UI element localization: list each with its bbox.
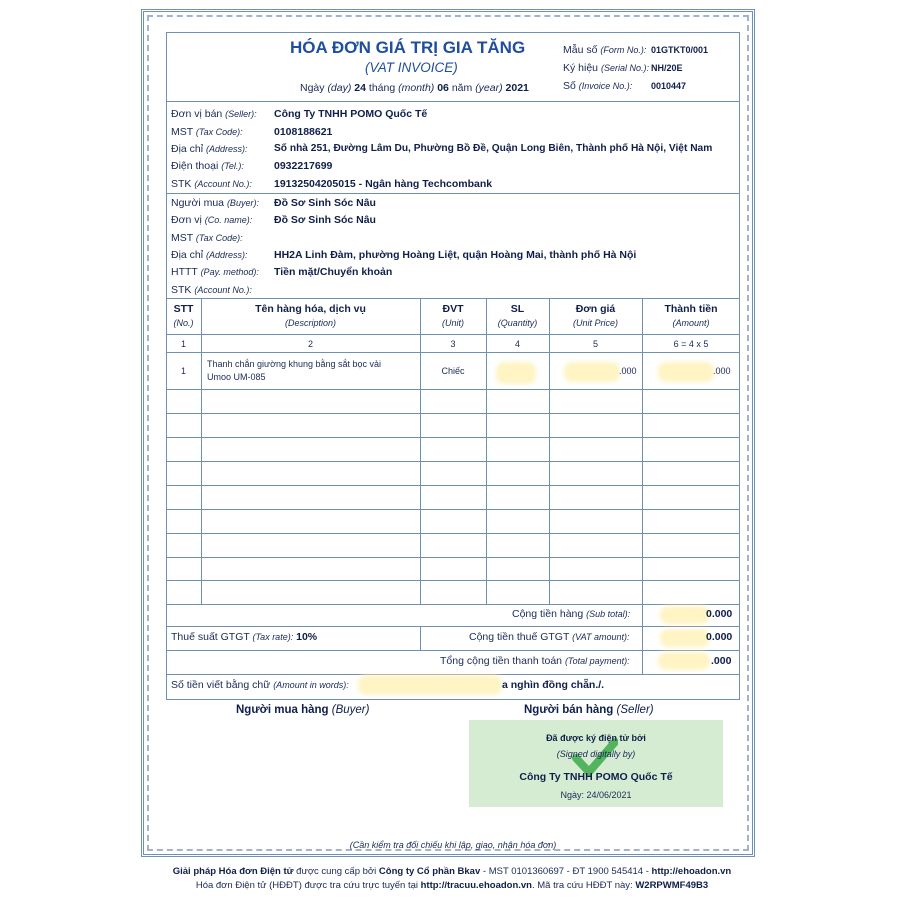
row1-desc-2: Umoo UM-085 <box>207 372 266 382</box>
subtotal-label: Cộng tiền hàng (Sub total): <box>512 608 631 620</box>
col-index: 4 <box>514 339 520 349</box>
row1-unit: Chiếc <box>441 366 465 376</box>
col-index: 3 <box>450 339 456 349</box>
seller-acc: 19132504205015 - Ngân hàng Techcombank <box>274 178 493 190</box>
tax-rate-label: Thuế suất GTGT (Tax rate): 10% <box>171 631 318 643</box>
divider <box>166 101 740 102</box>
row-divider <box>166 557 740 558</box>
invoice-no-value: 0010447 <box>651 81 687 91</box>
seller-tel-label: Điện thoại (Tel.): <box>171 160 244 172</box>
signed-by-label-en: (Signed digitally by) <box>556 749 636 759</box>
redacted-total <box>658 652 710 670</box>
row-divider <box>166 580 740 581</box>
row-divider <box>166 413 740 414</box>
row-divider <box>166 485 740 486</box>
redacted-vat <box>660 629 710 647</box>
divider <box>166 650 740 651</box>
buyer-co-label: Đơn vị (Co. name): <box>171 214 253 226</box>
footer-note: (Cần kiểm tra đối chiếu khi lập, giao, nhận hóa đơn) <box>349 840 557 850</box>
row1-no: 1 <box>180 366 186 376</box>
seller-addr: Số nhà 251, Đường Lâm Du, Phường Bồ Đề, Quận Long Biên, Thành phố Hà Nội, Việt Nam <box>274 143 713 154</box>
col-index: 6 = 4 x 5 <box>673 339 709 349</box>
amount-words-label: Số tiền viết bằng chữ (Amount in words): <box>171 679 349 691</box>
row-divider <box>166 334 740 335</box>
col-header-qty: SL <box>510 303 525 315</box>
invoice-title: HÓA ĐƠN GIÁ TRỊ GIA TĂNG <box>290 38 526 57</box>
table-bottom-border <box>166 604 740 605</box>
invoice-subtitle: (VAT INVOICE) <box>365 60 458 75</box>
seller-label: Đơn vị bán (Seller): <box>171 108 257 120</box>
lookup-code: W2RPWMF49B3 <box>635 880 709 891</box>
seller-signature-label: Người bán hàng (Seller) <box>524 704 654 716</box>
serial-label: Ký hiệu (Serial No.): <box>563 62 649 74</box>
row1-desc: Thanh chắn giường khung bằng sắt bọc vải <box>207 359 382 369</box>
row-divider <box>166 389 740 390</box>
buyer-addr-label: Địa chỉ (Address): <box>171 249 248 261</box>
buyer-name: Đồ Sơ Sinh Sóc Nâu <box>274 197 376 209</box>
redacted-price <box>564 362 620 382</box>
serial-value: NH/20E <box>651 63 683 73</box>
footer-provider-line: Giải pháp Hóa đơn Điện tử được cung cấp bởi Công ty Cổ phần Bkav - MST 0101360697 - ĐT 1900 545414 - http://ehoadon.vn <box>172 866 732 877</box>
tracuu-link[interactable]: http://tracuu.ehoadon.vn <box>420 880 532 891</box>
row-divider <box>166 461 740 462</box>
buyer-signature-label: Người mua hàng (Buyer) <box>236 704 370 716</box>
row1-amount: .000 <box>713 366 731 376</box>
vat-amount-label: Cộng tiền thuế GTGT (VAT amount): <box>469 631 630 643</box>
form-no-value: 01GTKT0/001 <box>651 45 709 55</box>
invoice-no-label: Số (Invoice No.): <box>563 80 633 92</box>
row1-price: .000 <box>619 366 637 376</box>
col-divider <box>420 626 421 650</box>
form-no-label: Mẫu số (Form No.): <box>563 44 647 56</box>
col-divider <box>642 604 643 626</box>
seller-tax: 0108188621 <box>274 126 333 138</box>
divider <box>166 626 740 627</box>
seller-tax-label: MST (Tax Code): <box>171 126 243 138</box>
signed-by-label: Đã được ký điện tử bởi <box>546 733 646 743</box>
buyer-co: Đồ Sơ Sinh Sóc Nâu <box>274 214 376 226</box>
col-index: 1 <box>180 339 186 349</box>
col-index: 5 <box>592 339 598 349</box>
redacted-amount <box>658 362 714 382</box>
signer-name: Công Ty TNHH POMO Quốc Tế <box>519 771 673 783</box>
col-header-unit: ĐVT <box>442 303 464 315</box>
col-header-price: Đơn giá <box>575 303 616 315</box>
col-header-amount: Thành tiền <box>664 303 718 315</box>
buyer-pay: Tiền mặt/Chuyển khoản <box>274 266 393 278</box>
divider <box>166 193 740 194</box>
redacted-subtotal <box>660 606 710 624</box>
buyer-acc-label: STK (Account No.): <box>171 284 252 296</box>
row-divider <box>166 533 740 534</box>
buyer-addr: HH2A Linh Đàm, phường Hoàng Liệt, quận Hoàng Mai, thành phố Hà Nội <box>274 249 637 261</box>
col-index: 2 <box>307 339 313 349</box>
signature-date: Ngày: 24/06/2021 <box>560 790 632 800</box>
seller-addr-label: Địa chỉ (Address): <box>171 143 248 155</box>
col-header-no: STT <box>173 303 194 315</box>
amount-words-value: a nghìn đồng chẵn./. <box>502 679 605 691</box>
seller-acc-label: STK (Account No.): <box>171 178 252 190</box>
seller-tel: 0932217699 <box>274 160 333 172</box>
col-header-desc: Tên hàng hóa, dịch vụ <box>255 303 366 315</box>
subtotal-value: 0.000 <box>706 608 733 620</box>
row-divider <box>166 352 740 353</box>
buyer-tax-label: MST (Tax Code): <box>171 232 243 244</box>
vat-amount-value: 0.000 <box>706 631 733 643</box>
row-divider <box>166 509 740 510</box>
invoice-date: Ngày (day) 24 tháng (month) 06 năm (year) 2021 <box>300 82 529 94</box>
footer-lookup-line: Hóa đơn Điện tử (HĐĐT) được tra cứu trực tuyến tại http://tracuu.ehoadon.vn. Mã tra cứu HĐĐT này: W2RPWMF49B3 <box>195 880 709 891</box>
buyer-label: Người mua (Buyer): <box>171 197 259 209</box>
total-label: Tổng cộng tiền thanh toán (Total payment): <box>440 655 630 667</box>
redacted-words <box>358 675 502 695</box>
seller-name: Công Ty TNHH POMO Quốc Tế <box>274 108 428 120</box>
table-top-border <box>166 298 740 299</box>
row-divider <box>166 437 740 438</box>
total-value: .000 <box>711 655 732 667</box>
redacted-qty <box>496 362 536 384</box>
ehoadon-link[interactable]: http://ehoadon.vn <box>651 866 732 877</box>
buyer-pay-label: HTTT (Pay. method): <box>171 266 259 278</box>
